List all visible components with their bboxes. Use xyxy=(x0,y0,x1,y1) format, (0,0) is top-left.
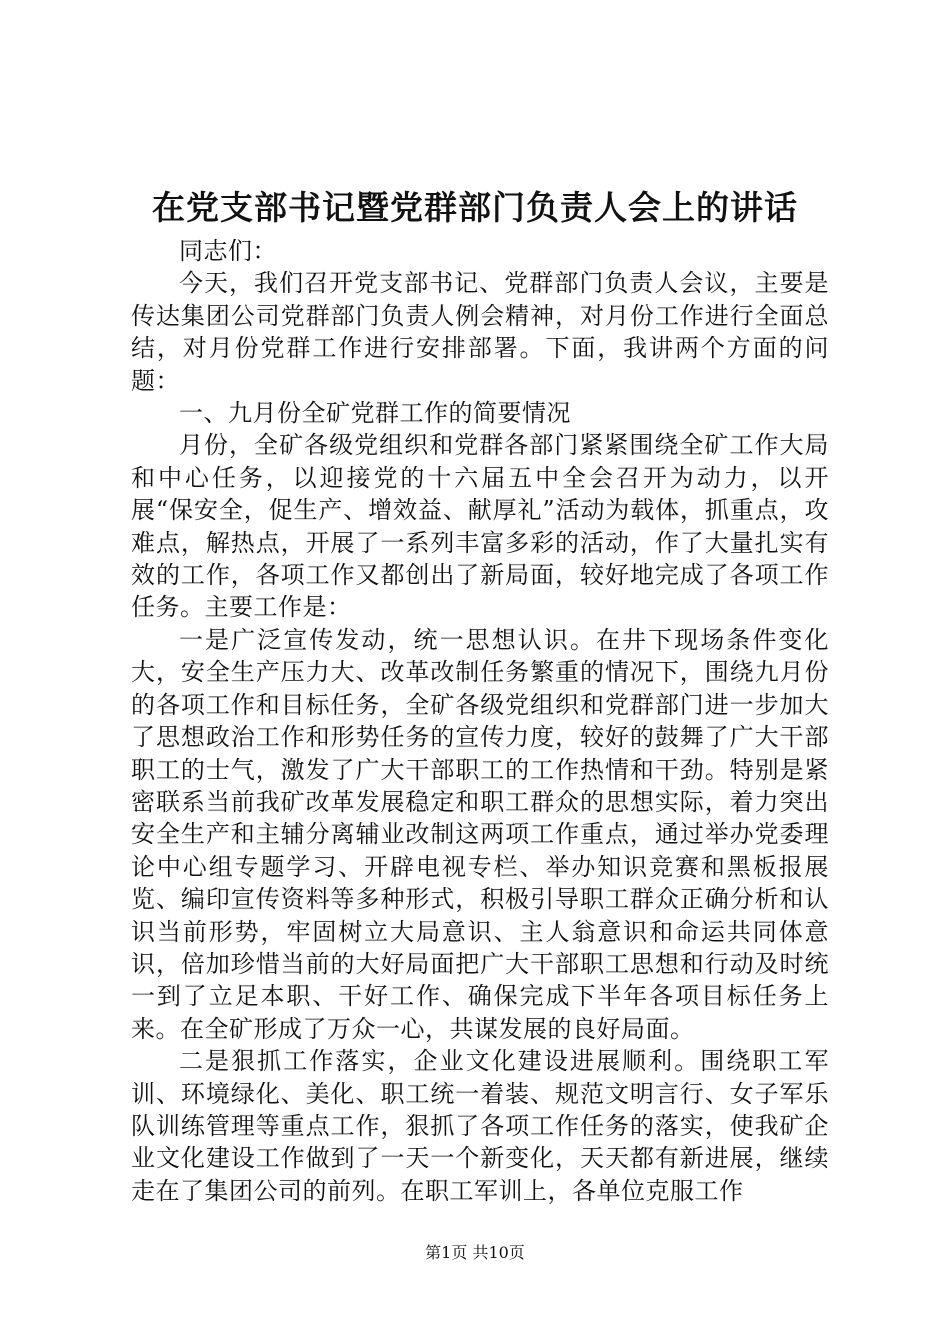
body-paragraph: 月份，全矿各级党组织和党群各部门紧紧围绕全矿工作大局和中心任务，以迎接党的十六届五中全会召开为动力，以开展“保安全，促生产、增效益、献厚礼”活动为载体，抓重点，攻难点，解热点，开展了一系列丰富多彩的活动，作了大量扎实有效的工作，各项工作又都创出了新局面，较好地完成了各项工作任务。主要工作是： xyxy=(131,431,829,622)
page-number-footer: 第1页 共10页 xyxy=(425,1243,525,1262)
intro-paragraph: 今天，我们召开党支部书记、党群部门负责人会议，主要是传达集团公司党群部门负责人例会精神，对月份工作进行全面总结，对月份党群工作进行安排部署。下面，我讲两个方面的问题： xyxy=(131,269,829,395)
salutation-paragraph: 同志们： xyxy=(179,237,277,265)
section-heading: 一、九月份全矿党群工作的简要情况 xyxy=(179,399,571,428)
body-paragraph: 二是狠抓工作落实，企业文化建设进展顺利。围绕职工军训、环境绿化、美化、职工统一着装、规范文明言行、女子军乐队训练管理等重点工作，狠抓了各项工作任务的落实，使我矿企业文化建设工作做到了一天一个新变化，天天都有新进展，继续走在了集团公司的前列。在职工军训上，各单位克服工作 xyxy=(131,1047,829,1205)
document-title: 在党支部书记暨党群部门负责人会上的讲话 xyxy=(152,188,798,227)
body-paragraph: 一是广泛宣传发动，统一思想认识。在井下现场条件变化大，安全生产压力大、改革改制任务繁重的情况下，围绕九月份的各项工作和目标任务，全矿各级党组织和党群部门进一步加大了思想政治工作和形势任务的宣传力度，较好的鼓舞了广大干部职工的士气，激发了广大干部职工的工作热情和干劲。特别是紧密联系当前我矿改革发展稳定和职工群众的思想实际，着力突出安全生产和主辅分离辅业改制这两项工作重点，通过举办党委理论中心组专题学习、开辟电视专栏、举办知识竞赛和黑板报展览、编印宣传资料等多种形式，积极引导职工群众正确分析和认识当前形势，牢固树立大局意识、主人翁意识和命运共同体意识，倍加珍惜当前的大好局面把广大干部职工思想和行动及时统一到了立足本职、干好工作、确保完成下半年各项目标任务上来。在全矿形成了万众一心，共谋发展的良好局面。 xyxy=(131,625,829,1043)
document-body xyxy=(131,235,829,1207)
